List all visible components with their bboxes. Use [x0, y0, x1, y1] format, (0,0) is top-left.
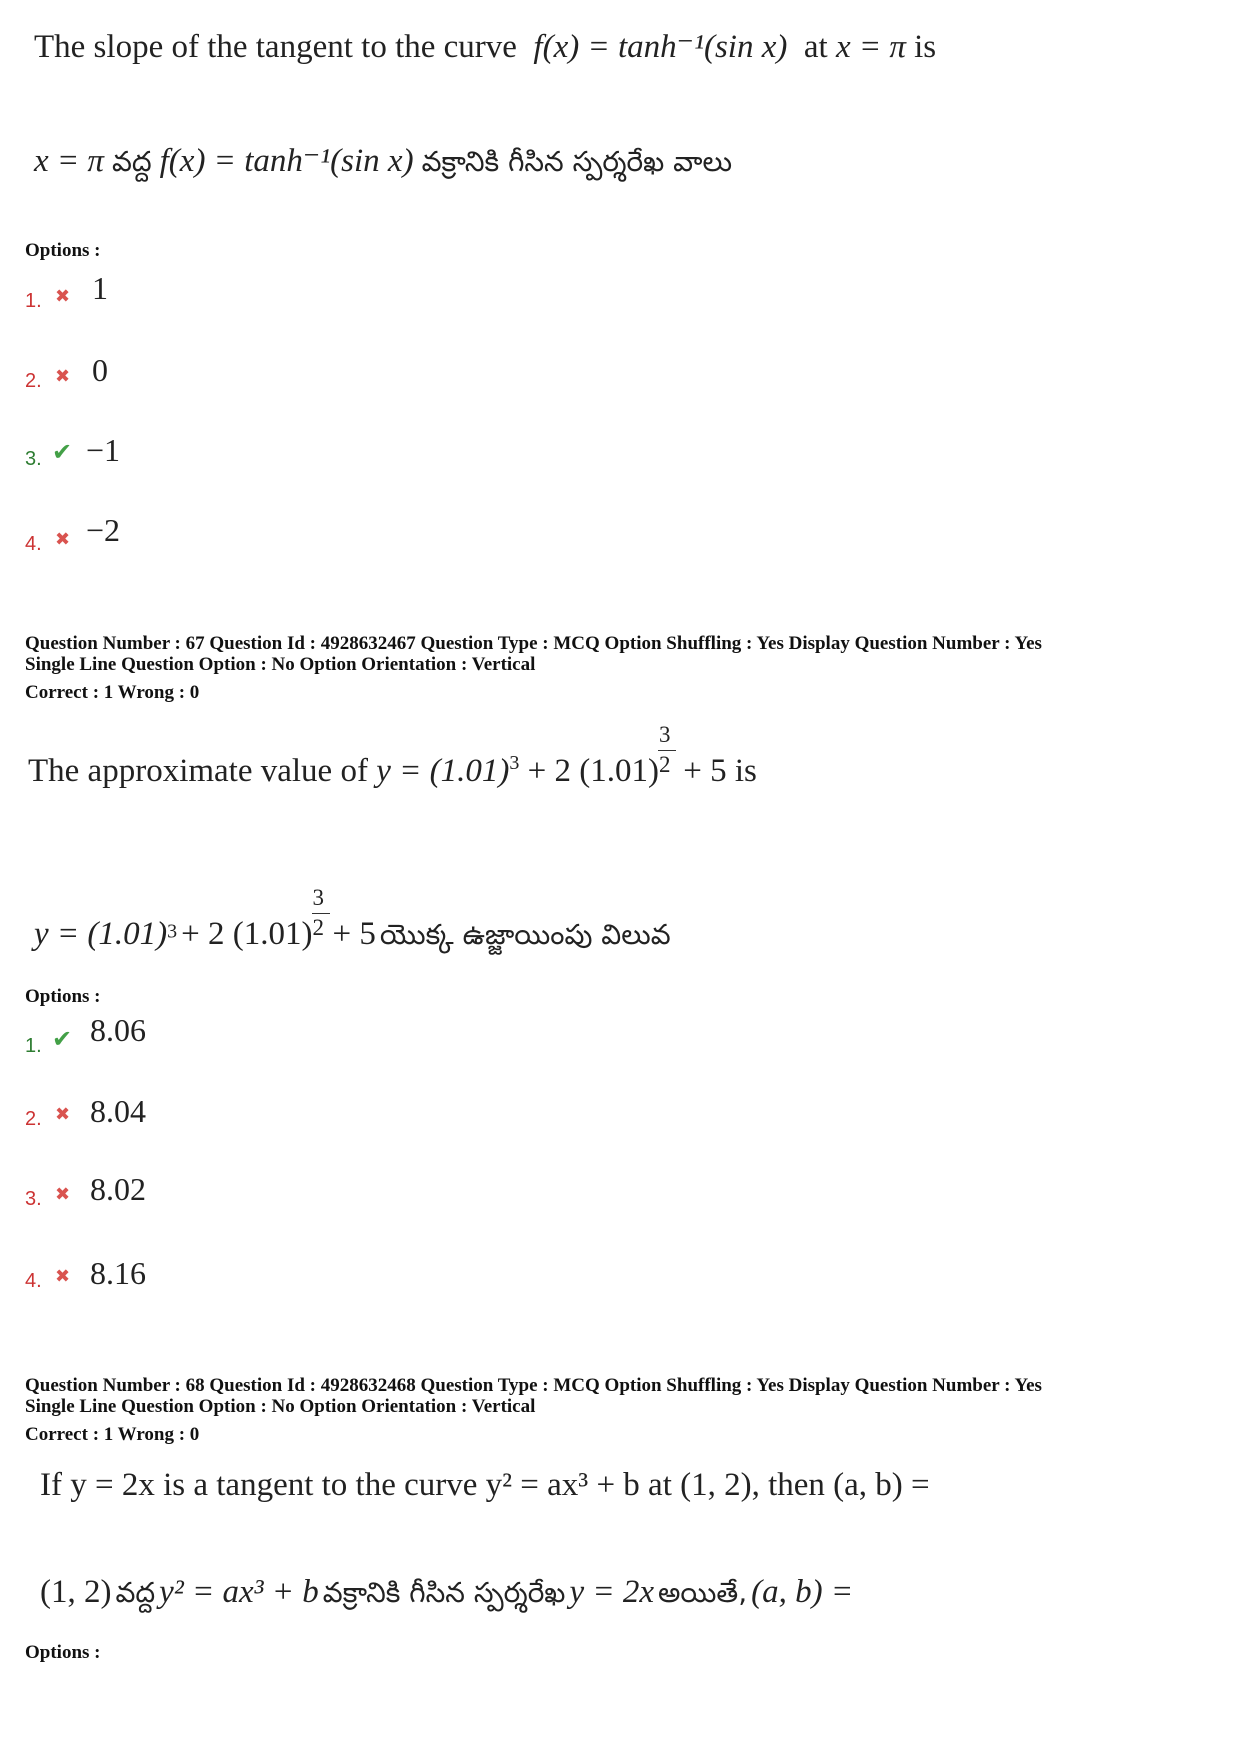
q66-stem-suffix: is — [914, 29, 937, 65]
option-number: 1. — [25, 1035, 42, 1057]
q66-te-expr: f(x) = tanh⁻¹(sin x) — [159, 143, 414, 179]
option-value: 8.04 — [90, 1093, 146, 1129]
cross-icon: ✖ — [55, 286, 71, 307]
q66-stem-telugu — [34, 140, 732, 185]
cross-icon: ✖ — [55, 529, 71, 550]
fraction-bar — [658, 750, 676, 751]
q67-meta-line3: Correct : 1 Wrong : 0 — [25, 682, 200, 703]
q68-meta-line2: Single Line Question Option : No Option Orientation : Vertical — [25, 1396, 536, 1417]
option-number: 2. — [25, 1108, 42, 1130]
cross-icon: ✖ — [55, 1104, 71, 1125]
option-value: −2 — [86, 512, 121, 548]
q68-te-curve: y² = ax³ + b — [159, 1574, 319, 1610]
q67-options-label: Options : — [25, 986, 101, 1007]
cross-icon: ✖ — [55, 1266, 71, 1287]
q67-stem-cube: 3 — [509, 752, 520, 774]
q68-meta — [25, 1375, 1042, 1445]
q67-te-exponent-fraction — [312, 885, 329, 944]
q68-te-mid: వద్ద — [115, 1576, 156, 1609]
fraction-numerator: 3 — [658, 722, 671, 747]
q66-stem-expr: f(x) = tanh⁻¹(sin x) — [533, 29, 788, 65]
q68-te-end: (a, b) = — [751, 1574, 854, 1610]
q66-options-label: Options : — [25, 240, 101, 261]
check-icon: ✔ — [52, 1025, 73, 1053]
q68-options-label: Options : — [25, 1642, 101, 1663]
option-number: 3. — [25, 1188, 42, 1210]
option-value: −1 — [86, 432, 121, 468]
option-number: 4. — [25, 533, 42, 555]
q68-stem-english: If y = 2x is a tangent to the curve y² = ax³ + b at (1, 2), then (a, b) = — [40, 1467, 930, 1503]
option-number: 2. — [25, 370, 42, 392]
q66-stem-english — [34, 26, 936, 66]
fraction-denominator: 2 — [658, 752, 671, 777]
q67-stem-plus2: + 2 (1.01) — [527, 753, 659, 789]
q67-te-tail: + 5 — [332, 916, 376, 952]
q67-stem-exponent-fraction — [658, 722, 675, 781]
q68-te-then: అయితే, — [658, 1576, 748, 1609]
q67-stem-english — [28, 722, 757, 790]
q67-te-y: y = (1.01) — [34, 916, 168, 952]
q66-te-point: x = π — [34, 143, 104, 179]
q68-te-line: y = 2x — [569, 1574, 655, 1610]
fraction-bar — [312, 913, 330, 914]
check-icon: ✔ — [52, 438, 73, 466]
q68-meta-line1: Question Number : 68 Question Id : 4928632468 Question Type : MCQ Option Shuffling : Yes Display Question Number : Yes — [25, 1375, 1042, 1396]
q66-stem-point: x = π — [835, 29, 906, 65]
option-value: 0 — [92, 352, 108, 388]
q68-te-point: (1, 2) — [40, 1574, 112, 1610]
q67-stem-tail: + 5 is — [683, 753, 757, 789]
option-value: 8.06 — [90, 1012, 146, 1048]
q67-stem-y: y = (1.01) — [376, 753, 510, 789]
q67-stem-telugu — [34, 885, 671, 958]
q67-te-words: యొక్క ఉజ్జాయింపు విలువ — [379, 918, 671, 951]
q68-meta-line3: Correct : 1 Wrong : 0 — [25, 1424, 200, 1445]
option-value: 8.16 — [90, 1255, 146, 1291]
q67-stem-prefix: The approximate value of — [28, 753, 368, 789]
q67-te-plus2: + 2 (1.01) — [181, 916, 313, 952]
q66-te-tail: వక్రానికి గీసిన స్పర్శరేఖ వాలు — [421, 145, 733, 178]
option-number: 1. — [25, 290, 42, 312]
option-number: 4. — [25, 1270, 42, 1292]
q68-te-words: వక్రానికి గీసిన స్పర్శరేఖ — [322, 1576, 566, 1609]
option-value: 1 — [92, 270, 108, 306]
q67-meta — [25, 633, 1042, 703]
cross-icon: ✖ — [55, 366, 71, 387]
q67-meta-line2: Single Line Question Option : No Option Orientation : Vertical — [25, 654, 536, 675]
q66-stem-at: at — [803, 29, 828, 65]
q66-te-mid: వద్ద — [111, 145, 152, 178]
q68-stem-telugu — [40, 1574, 853, 1616]
q67-te-cube: 3 — [167, 920, 178, 943]
cross-icon: ✖ — [55, 1184, 71, 1205]
fraction-denominator: 2 — [312, 915, 324, 940]
option-number: 3. — [25, 448, 42, 470]
q66-stem-prefix: The slope of the tangent to the curve — [34, 29, 517, 65]
option-value: 8.02 — [90, 1171, 146, 1207]
fraction-numerator: 3 — [312, 885, 324, 910]
q67-meta-line1: Question Number : 67 Question Id : 4928632467 Question Type : MCQ Option Shuffling : Yes Display Question Number : Yes — [25, 633, 1042, 654]
